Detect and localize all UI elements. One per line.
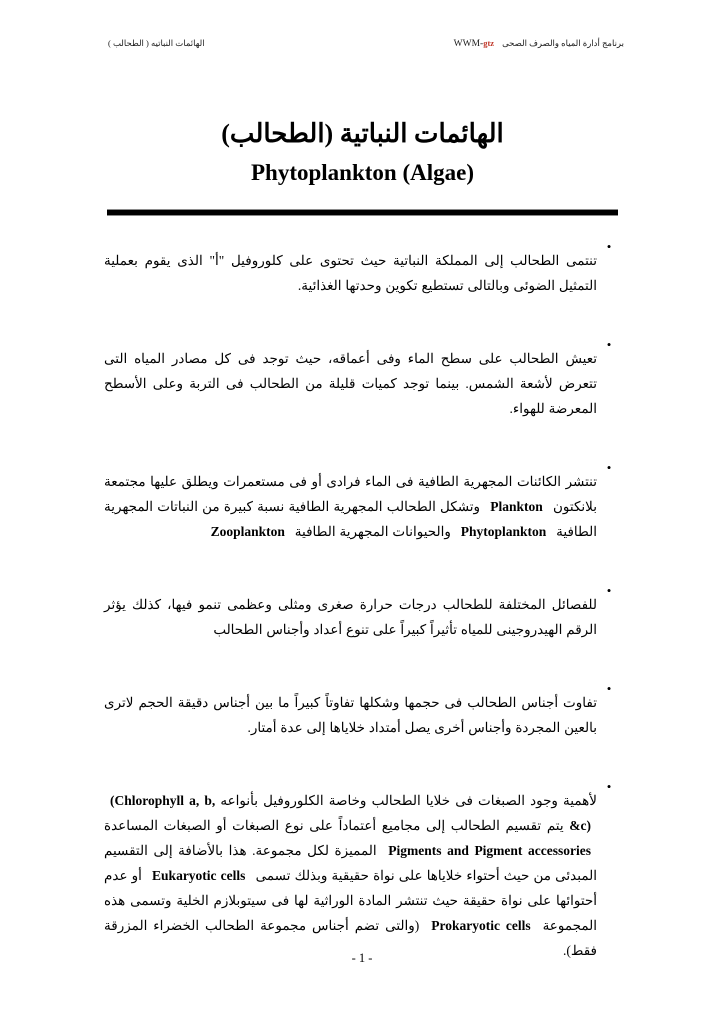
arabic-text-run: تعيش الطحالب على سطح الماء وفى أعماقه، حيث توجد فى كل مصادر المياه التى تتعرض لأشعة الشمس. بينما توجد كميات قليلة من الطحالب فى التربة وعلى الأسطح المعرضة للهواء. <box>104 350 597 416</box>
bullet-item <box>104 578 621 655</box>
latin-term: Pigments and Pigment accessories <box>388 842 591 858</box>
arabic-text-run: أو عدم أحتوائها على نواة حقيقة حيث تنتشر المادة الوراثية لها فى سيتوبلازم الخلية وتسمى هذه المجموعة <box>104 867 598 933</box>
arabic-text-run: تنتمى الطحالب إلى المملكة النباتية حيث تحتوى على كلوروفيل "أ" الذى يقوم بعملية التمثيل الضوئى وبالتالى تستطيع تكوين وحدتها الغذائية. <box>104 252 597 293</box>
document-header <box>108 38 624 56</box>
bullet-item <box>104 332 621 434</box>
arabic-text-run: المميزة لكل مجموعة. هذا بالأضافة إلى التقسيم المبدئى من حيث أحتواء خلاياها على نواة حقيقية وبذلك تسمى <box>104 842 597 883</box>
arabic-text-run: (والتى تضم أجناس مجموعة الطحالب الخضراء المزرقة فقط). <box>104 917 597 958</box>
latin-term: Plankton <box>490 498 543 514</box>
page-title-arabic: الهائمات النباتية (الطحالب) <box>221 119 504 148</box>
arabic-text-run: والحيوانات المجهرية الطافية <box>294 523 451 539</box>
latin-term: Prokaryotic cells <box>431 917 531 933</box>
arabic-text-run: تفاوت أجناس الطحالب فى حجمها وشكلها تفاوتاً كبيراً ما بين أجناس دقيقة الحجم لاترى بالعين المجردة وأجناس أخرى يصل أمتداد خلاياها إلى عدة أمتار. <box>104 694 597 735</box>
latin-term: Phytoplankton <box>460 523 547 539</box>
page-number-footer: - 1 - <box>351 951 373 965</box>
latin-term: Eukaryotic cells <box>152 867 246 883</box>
bullet-paragraph <box>104 346 597 421</box>
bullet-marker-icon: • <box>606 337 612 352</box>
bullet-paragraph <box>104 592 597 642</box>
bullet-marker-icon: • <box>606 681 612 696</box>
title-divider-rule <box>107 209 618 216</box>
bullet-paragraph <box>104 469 597 544</box>
bullet-list <box>104 234 621 997</box>
bullet-paragraph <box>104 690 597 740</box>
arabic-text-run: تنتشر الكائنات المجهرية الطافية فى الماء فرادى أو فى مستعمرات ويطلق عليها مجتمعة بلانكتون <box>104 473 597 514</box>
arabic-text-run: لأهمية وجود الصبغات فى خلايا الطحالب وخاصة الكلوروفيل بأنواعه <box>220 792 597 808</box>
header-brand-logo <box>454 38 494 51</box>
brand-main-text: WWM- <box>453 39 484 49</box>
arabic-text-run: للفصائل المختلفة للطحالب درجات حرارة صغرى ومثلى وعظمى تنمو فيها، كذلك يؤثر الرقم الهيدروجينى للمياه تأثيراً كبيراً على تنوع أعداد وأجناس الطحالب <box>104 596 597 637</box>
latin-term: (Chlorophyll a, b, &c) <box>110 792 592 833</box>
page-title-english: Phytoplankton (Algae) <box>251 159 474 185</box>
arabic-text-run: يتم تقسيم الطحالب إلى مجاميع أعتماداً على نوع الصبغات أو الصبغات المساعدة <box>104 817 564 833</box>
brand-accent-text: gtz <box>483 38 495 48</box>
arabic-text-run: وتشكل الطحالب المجهرية الطافية نسبة كبيرة من النباتات المجهرية الطافية <box>104 498 597 539</box>
bullet-paragraph <box>104 788 597 963</box>
bullet-marker-icon: • <box>606 239 612 254</box>
bullet-marker-icon: • <box>606 460 612 475</box>
bullet-marker-icon: • <box>606 583 612 598</box>
bullet-item <box>104 455 621 557</box>
header-right-title: الهائمات النباتيه ( الطحالب ) <box>108 38 205 48</box>
bullet-item <box>104 774 621 976</box>
bullet-item <box>104 676 621 753</box>
latin-term: Zooplankton <box>210 523 285 539</box>
header-left-block <box>454 38 624 51</box>
header-program-name: برنامج أدارة المياه والصرف الصحى <box>502 38 624 48</box>
bullet-paragraph <box>104 248 597 298</box>
bullet-marker-icon: • <box>606 779 612 794</box>
bullet-item <box>104 234 621 311</box>
page-title-block <box>107 118 618 186</box>
